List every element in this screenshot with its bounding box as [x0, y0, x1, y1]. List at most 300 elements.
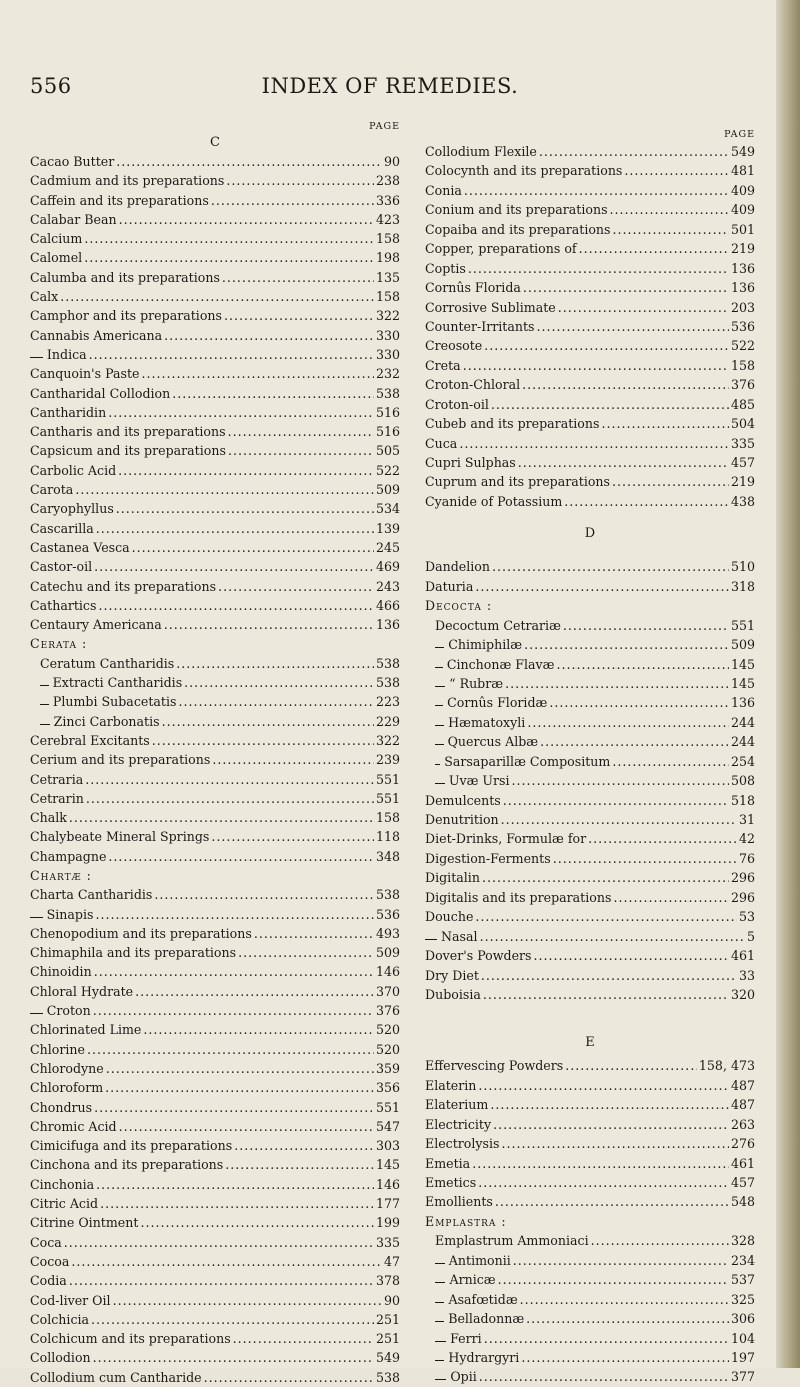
entry-page: 510	[730, 559, 755, 575]
entry-term: Emetics	[425, 1175, 477, 1190]
ditto-dash	[30, 1013, 43, 1014]
leader-dots	[96, 1175, 374, 1194]
index-entry	[30, 808, 400, 827]
entry-page: 469	[375, 559, 400, 575]
index-entry	[30, 480, 400, 499]
entry-term: Champagne	[30, 848, 107, 864]
entry-page: 508	[730, 773, 755, 789]
entry-term: Indica	[46, 346, 87, 362]
leader-dots	[475, 577, 729, 596]
entry-page: 335	[730, 435, 755, 451]
entry-page: 423	[375, 211, 400, 227]
entry-term: Emollients	[425, 1194, 493, 1210]
index-entry	[30, 596, 400, 615]
entry-term: Colocynth and its preparations	[425, 163, 623, 179]
entry-page: 328	[730, 1233, 755, 1249]
leader-dots	[234, 1136, 374, 1155]
entry-term: Cyanide of Potassium	[425, 493, 563, 509]
leader-dots	[119, 210, 374, 229]
leader-dots	[84, 229, 374, 248]
entry-page: 516	[375, 404, 400, 420]
leader-dots	[178, 692, 374, 711]
entry-term: Collodium cum Cantharide	[30, 1369, 202, 1385]
entry-term: Croton-oil	[425, 396, 489, 412]
entry-term: Castor-oil	[30, 559, 93, 575]
entry-term: Uvæ Ursi	[448, 773, 510, 789]
index-entry	[30, 962, 400, 981]
leader-dots	[85, 770, 374, 789]
index-entry	[30, 152, 400, 171]
entry-term: Cadmium and its preparations	[30, 173, 225, 189]
ditto-dash	[435, 647, 444, 648]
page-column-label: PAGE	[369, 121, 400, 132]
page-edge-shadow	[776, 0, 800, 1368]
entry-page: 520	[375, 1022, 400, 1038]
index-entry	[425, 1251, 755, 1270]
leader-dots	[93, 1348, 374, 1367]
leader-dots	[490, 1095, 729, 1114]
entry-page: 501	[730, 221, 755, 237]
entry-term: Chenopodium and its preparations	[30, 925, 252, 941]
entry-page: 461	[730, 948, 755, 964]
entry-term: Hæmatoxyli	[448, 714, 526, 730]
entry-page: 538	[375, 675, 400, 691]
leader-dots	[94, 1098, 374, 1117]
leader-dots	[225, 1155, 374, 1174]
entry-page: 219	[730, 474, 755, 490]
index-entry	[30, 364, 400, 383]
leader-dots	[482, 868, 729, 887]
leader-dots	[164, 615, 374, 634]
entry-page: 538	[375, 1369, 400, 1385]
entry-page: 135	[375, 269, 400, 285]
entry-term: Capsicum and its preparations	[30, 443, 226, 459]
leader-dots	[226, 171, 374, 190]
entry-page: 251	[375, 1311, 400, 1327]
entry-term: Chimiphilæ	[448, 637, 523, 653]
index-entry	[30, 1136, 400, 1155]
index-entry	[30, 634, 400, 653]
entry-term: Carota	[30, 482, 74, 498]
entry-page: 330	[375, 327, 400, 343]
index-entry	[425, 1290, 755, 1309]
entry-page: 158, 473	[698, 1058, 755, 1074]
entry-term: Cascarilla	[30, 520, 94, 536]
leader-dots	[91, 1310, 374, 1329]
leader-dots	[96, 519, 374, 538]
entry-term: Cetrarin	[30, 790, 84, 806]
entry-page: 538	[375, 655, 400, 671]
leader-dots	[238, 943, 374, 962]
ditto-dash	[435, 764, 440, 765]
entry-page: 177	[375, 1196, 400, 1212]
entry-term: Copper, preparations of	[425, 241, 577, 257]
index-entry	[30, 1020, 400, 1039]
leader-dots	[162, 712, 374, 731]
leader-dots	[498, 1270, 729, 1289]
entry-page: 330	[375, 346, 400, 362]
leader-dots	[459, 434, 729, 453]
leader-dots	[228, 441, 374, 460]
entry-term: Cetraria	[30, 771, 84, 787]
entry-term: Coptis	[425, 260, 466, 276]
index-entry	[425, 181, 755, 200]
index-entry	[425, 693, 755, 712]
index-entry	[30, 1233, 400, 1252]
leader-dots	[549, 693, 729, 712]
index-entry	[30, 924, 400, 943]
entry-page: 522	[375, 462, 400, 478]
leader-dots	[212, 750, 374, 769]
leader-dots	[536, 317, 728, 336]
entry-term: Chloral Hydrate	[30, 983, 134, 999]
index-entry	[425, 453, 755, 472]
entry-term: Chartæ :	[30, 867, 92, 883]
leader-dots	[475, 907, 737, 926]
leader-dots	[624, 161, 729, 180]
entry-page: 158	[730, 357, 755, 373]
leader-dots	[591, 1231, 729, 1250]
leader-dots	[501, 810, 737, 829]
index-entry	[30, 827, 400, 846]
index-entry	[30, 615, 400, 634]
index-entry	[30, 750, 400, 769]
leader-dots	[588, 829, 737, 848]
leader-dots	[105, 1078, 374, 1097]
entry-page: 520	[375, 1041, 400, 1057]
entry-page: 509	[375, 482, 400, 498]
index-entry	[30, 306, 400, 325]
index-entry	[425, 966, 755, 985]
leader-dots	[71, 1252, 382, 1271]
entry-term: Creta	[425, 357, 461, 373]
index-entry	[425, 616, 755, 635]
index-entry	[30, 866, 400, 885]
ditto-dash	[435, 667, 443, 668]
index-entry	[425, 1309, 755, 1328]
entry-term: Cantharis and its preparations	[30, 424, 226, 440]
entry-page: 538	[375, 385, 400, 401]
entry-page: 145	[730, 656, 755, 672]
entry-term: Cuca	[425, 435, 458, 451]
entry-term: Ceratum Cantharidis	[40, 655, 175, 671]
entry-page: 551	[375, 771, 400, 787]
entry-term: Cerebral Excitants	[30, 732, 150, 748]
index-entry	[30, 441, 400, 460]
entry-term: Dry Diet	[425, 967, 479, 983]
leader-dots	[463, 356, 729, 375]
entry-term: Cubeb and its preparations	[425, 416, 600, 432]
entry-term: Codia	[30, 1273, 67, 1289]
ditto-dash	[435, 783, 445, 784]
leader-dots	[152, 731, 374, 750]
entry-term: Corrosive Sublimate	[425, 299, 556, 315]
leader-dots	[64, 1233, 374, 1252]
ditto-dash	[435, 705, 443, 706]
entry-term: Asafœtidæ	[448, 1291, 518, 1307]
leader-dots	[69, 808, 374, 827]
index-entry	[425, 356, 755, 375]
leader-dots	[98, 596, 374, 615]
leader-dots	[484, 1329, 729, 1348]
index-entry	[30, 1059, 400, 1078]
entry-term: Chimaphila and its preparations	[30, 945, 237, 961]
index-entry	[425, 395, 755, 414]
leader-dots	[116, 152, 382, 171]
leader-dots	[69, 1271, 374, 1290]
page-number: 556	[30, 74, 72, 98]
leader-dots	[164, 326, 374, 345]
index-entry	[30, 1213, 400, 1232]
entry-page: 377	[730, 1369, 755, 1385]
leader-dots	[505, 674, 729, 693]
leader-dots	[100, 1194, 374, 1213]
index-entry	[425, 142, 755, 161]
index-entry	[30, 384, 400, 403]
leader-dots	[495, 1192, 729, 1211]
leader-dots	[479, 1367, 729, 1386]
entry-page: 5	[746, 928, 755, 944]
index-entry	[425, 557, 755, 576]
index-entry	[425, 1173, 755, 1192]
entry-page: 548	[730, 1194, 755, 1210]
entry-page: 223	[375, 694, 400, 710]
ditto-dash	[435, 1341, 446, 1342]
entry-page: 296	[730, 889, 755, 905]
entry-term: Cerata :	[30, 636, 88, 652]
ditto-dash	[435, 725, 444, 726]
entry-page: 537	[730, 1272, 755, 1288]
entry-page: 481	[730, 163, 755, 179]
entry-term: Catechu and its preparations	[30, 578, 217, 594]
leader-dots	[518, 453, 729, 472]
entry-page: 139	[375, 520, 400, 536]
entry-term: Counter-Irritants	[425, 318, 535, 334]
index-entry	[30, 1271, 400, 1290]
leader-dots	[87, 1040, 374, 1059]
entry-page: 522	[730, 338, 755, 354]
leader-dots	[211, 191, 374, 210]
entry-term: Dandelion	[425, 559, 490, 575]
entry-page: 322	[375, 308, 400, 324]
leader-dots	[118, 461, 374, 480]
entry-term: Douche	[425, 909, 474, 925]
index-entry	[425, 810, 755, 829]
index-entry	[425, 472, 755, 491]
entry-term: Citrine Ointment	[30, 1215, 139, 1231]
entry-term: Conium and its preparations	[425, 202, 608, 218]
entry-page: 197	[730, 1349, 755, 1365]
leader-dots	[184, 673, 374, 692]
index-entry	[425, 1095, 755, 1114]
entry-term: Chlorinated Lime	[30, 1022, 142, 1038]
index-entry	[30, 422, 400, 441]
leader-dots	[135, 982, 374, 1001]
index-entry	[30, 847, 400, 866]
entry-page: 493	[375, 925, 400, 941]
entry-page: 31	[738, 812, 755, 827]
leader-dots	[491, 395, 729, 414]
leader-dots	[224, 306, 374, 325]
entry-page: 516	[375, 424, 400, 440]
entry-page: 53	[738, 909, 755, 925]
entry-page: 457	[730, 455, 755, 470]
index-entry	[425, 220, 755, 239]
entry-page: 359	[375, 1060, 400, 1076]
entry-page: 203	[730, 299, 755, 315]
entry-term: Chalybeate Mineral Springs	[30, 829, 210, 845]
ditto-dash	[40, 685, 49, 686]
entry-term: Calcium	[30, 231, 83, 247]
entry-page: 409	[730, 182, 755, 198]
entry-page: 232	[375, 366, 400, 382]
entry-page: 320	[730, 986, 755, 1002]
ditto-dash	[40, 704, 49, 705]
entry-term: Demulcents	[425, 792, 501, 808]
index-entry	[425, 985, 755, 1004]
leader-dots	[513, 1251, 729, 1270]
section-letter-d: D	[584, 526, 596, 542]
entry-page: 303	[375, 1138, 400, 1154]
leader-dots	[503, 791, 729, 810]
leader-dots	[534, 946, 729, 965]
entry-page: 509	[730, 637, 755, 653]
entry-page: 145	[375, 1157, 400, 1173]
entry-term: Digestion-Ferments	[425, 850, 551, 866]
entry-term: Collodion	[30, 1350, 91, 1366]
leader-dots	[211, 827, 374, 846]
entry-page: 487	[730, 1077, 755, 1093]
index-entry	[425, 161, 755, 180]
leader-dots	[143, 1020, 374, 1039]
leader-dots	[472, 1154, 729, 1173]
entry-term: Denutrition	[425, 812, 499, 827]
entry-page: 245	[375, 539, 400, 555]
index-entry	[425, 674, 755, 693]
leader-dots	[204, 1368, 374, 1387]
entry-term: Caryophyllus	[30, 501, 114, 517]
entry-page: 457	[730, 1175, 755, 1190]
index-entry	[30, 1329, 400, 1348]
entry-term: Digitalin	[425, 870, 480, 886]
entry-term: Collodium Flexile	[425, 144, 537, 159]
ditto-dash	[435, 1263, 445, 1264]
index-entry	[30, 1078, 400, 1097]
entry-term: Arnicæ	[449, 1272, 496, 1288]
index-entry	[425, 492, 755, 511]
entry-page: 244	[730, 734, 755, 750]
entry-term: Cannabis Americana	[30, 327, 163, 343]
index-entry	[425, 434, 755, 453]
left-column	[30, 120, 400, 1387]
entry-term: Colchicum and its preparations	[30, 1331, 231, 1347]
entry-term: Croton-Chloral	[425, 377, 521, 393]
entry-term: Copaiba and its preparations	[425, 221, 611, 237]
leader-dots	[612, 472, 729, 491]
entry-term: Cinchonæ Flavæ	[446, 656, 555, 672]
index-entry	[30, 1040, 400, 1059]
entry-page: 238	[375, 173, 400, 189]
entry-page: 534	[375, 501, 400, 517]
ditto-dash	[40, 724, 50, 725]
entry-term: Chlorodyne	[30, 1060, 104, 1076]
index-entry	[425, 868, 755, 887]
entry-page: 199	[375, 1215, 400, 1231]
entry-term: Chlorine	[30, 1041, 85, 1057]
entry-term: Cupri Sulphas	[425, 455, 516, 470]
leader-dots	[553, 849, 737, 868]
index-entry	[30, 905, 400, 924]
entry-page: 90	[383, 1292, 400, 1308]
index-entry	[30, 1310, 400, 1329]
entry-term: Croton	[46, 1003, 91, 1019]
leader-dots	[579, 239, 729, 258]
index-entry	[30, 673, 400, 692]
entry-term: Cerium and its preparations	[30, 752, 211, 768]
index-entry	[30, 287, 400, 306]
leader-dots	[539, 142, 729, 161]
index-entry	[425, 1076, 755, 1095]
entry-page: 551	[375, 790, 400, 806]
leader-dots	[176, 654, 374, 673]
entry-term: Elaterium	[425, 1097, 489, 1113]
entry-page: 146	[375, 964, 400, 980]
entry-term: Decocta :	[425, 598, 493, 614]
entry-term: Cinchona and its preparations	[30, 1157, 224, 1173]
ditto-dash	[435, 1360, 444, 1361]
index-entry	[425, 888, 755, 907]
entry-term: Calabar Bean	[30, 211, 117, 227]
leader-dots	[481, 966, 737, 985]
entry-page: 136	[730, 260, 755, 276]
index-entry	[425, 1348, 755, 1367]
index-entry	[425, 713, 755, 732]
entry-term: Extracti Cantharidis	[52, 675, 183, 691]
entry-term: Nasal	[441, 928, 478, 944]
index-entry	[30, 345, 400, 364]
entry-page: 118	[375, 829, 400, 845]
entry-page: 229	[375, 713, 400, 729]
index-entry	[30, 654, 400, 673]
leader-dots	[154, 885, 374, 904]
leader-dots	[106, 1059, 374, 1078]
leader-dots	[113, 1291, 382, 1310]
index-entry	[425, 655, 755, 674]
leader-dots	[218, 577, 374, 596]
leader-dots	[527, 713, 729, 732]
entry-term: Charta Cantharidis	[30, 887, 153, 903]
leader-dots	[492, 557, 729, 576]
index-entry	[30, 1368, 400, 1387]
index-entry	[425, 946, 755, 965]
leader-dots	[480, 927, 745, 946]
leader-dots	[132, 538, 374, 557]
index-entry	[425, 1367, 755, 1386]
index-entry	[30, 1155, 400, 1174]
index-entry	[425, 200, 755, 219]
entry-term: Cathartics	[30, 597, 97, 613]
entry-page: 146	[375, 1176, 400, 1192]
index-entry	[30, 1194, 400, 1213]
index-list-c-continued	[425, 142, 755, 511]
entry-term: Zinci Carbonatis	[53, 713, 160, 729]
entry-page: 409	[730, 202, 755, 218]
leader-dots	[522, 375, 729, 394]
entry-term: Coca	[30, 1234, 62, 1250]
entry-term: Electricity	[425, 1116, 492, 1132]
index-entry	[30, 885, 400, 904]
entry-page: 325	[730, 1291, 755, 1307]
